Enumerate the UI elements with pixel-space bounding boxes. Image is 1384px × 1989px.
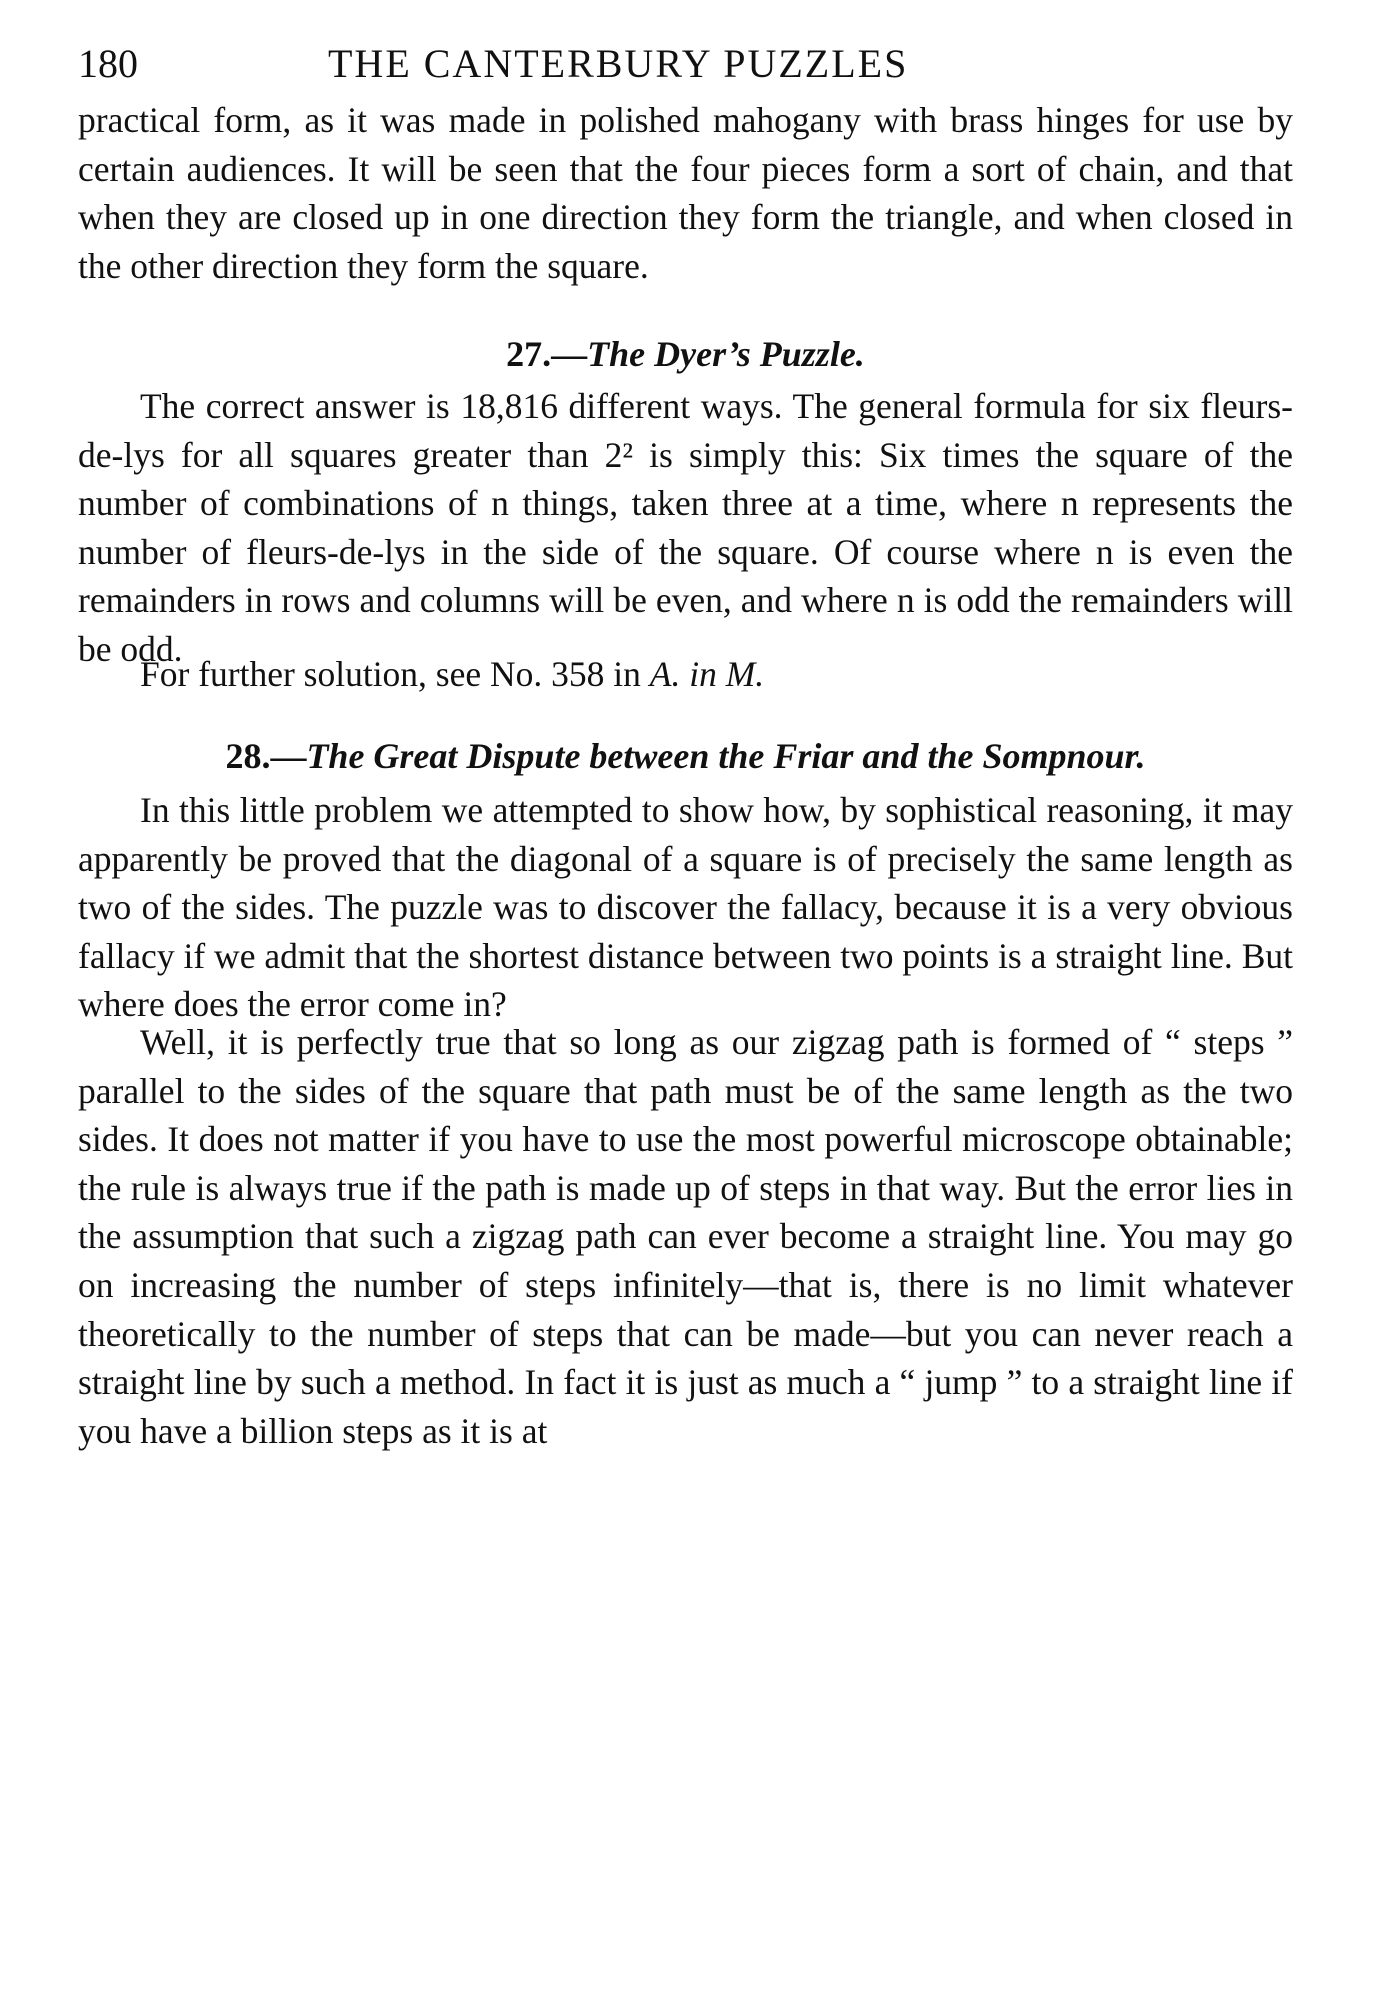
section-27-number: 27.— (506, 334, 588, 374)
page-number: 180 (78, 41, 138, 86)
section-28-paragraph-1: In this little problem we attempted to show how, by sophistical reasoning, it may apparently be proved that the diagonal of a square is of precisely the same length as two of the sides. The puzzle was to discover the fallacy, because it is a very obvious fallacy if we admit that the shortest distance between two points is a straight line. But where does the error come in? (78, 790, 1293, 1025)
section-28-title: The Great Dispute between the Friar and the Sompnour. (306, 736, 1146, 776)
section-27-paragraph-1: The correct answer is 18,816 different ways. The general formula for six fleurs-de-lys for all squares greater than 2² is simply this: Six times the square of the number of combinations of n things, taken three at a time, where n represents the number of fleurs-de-lys in the side of the square. Of course where n is even the remainders in rows and columns will be even, and where n is odd the remainders will be odd. (78, 386, 1293, 669)
section-27-heading (78, 330, 1293, 378)
continuation-paragraph: practical form, as it was made in polished mahogany with brass hinges for use by certain audiences. It will be seen that the four pieces form a sort of chain, and that when they are closed up in one direction they form the triangle, and when closed in the other direction they form the square. (78, 100, 1293, 286)
section-27-further-solution (78, 650, 1293, 699)
running-title: THE CANTERBURY PUZZLES (328, 41, 909, 86)
section-28-paragraph-2: Well, it is perfectly true that so long as our zigzag path is formed of “ steps ” parallel to the sides of the square that path must be of the same length as the two sides. It does not matter if you have to use the most powerful microscope obtainable; the rule is always true if the path is made up of steps in that way. But the error lies in the assumption that such a zigzag path can ever become a straight line. You may go on increasing the number of steps infinitely—that is, there is no limit whatever theoretically to the number of steps that can be made—but you can never reach a straight line by such a method. In fact it is just as much a “ jump ” to a straight line if you have a billion steps as it is at (78, 1022, 1293, 1451)
page-header (78, 40, 1293, 100)
section-28-number: 28.— (225, 736, 307, 776)
section-27-further-ref: A. in M. (649, 654, 765, 694)
section-28-heading (78, 732, 1293, 780)
section-27-title: The Dyer’s Puzzle. (587, 334, 865, 374)
section-27-further-prefix: For further solution, see No. 358 in (140, 654, 650, 694)
